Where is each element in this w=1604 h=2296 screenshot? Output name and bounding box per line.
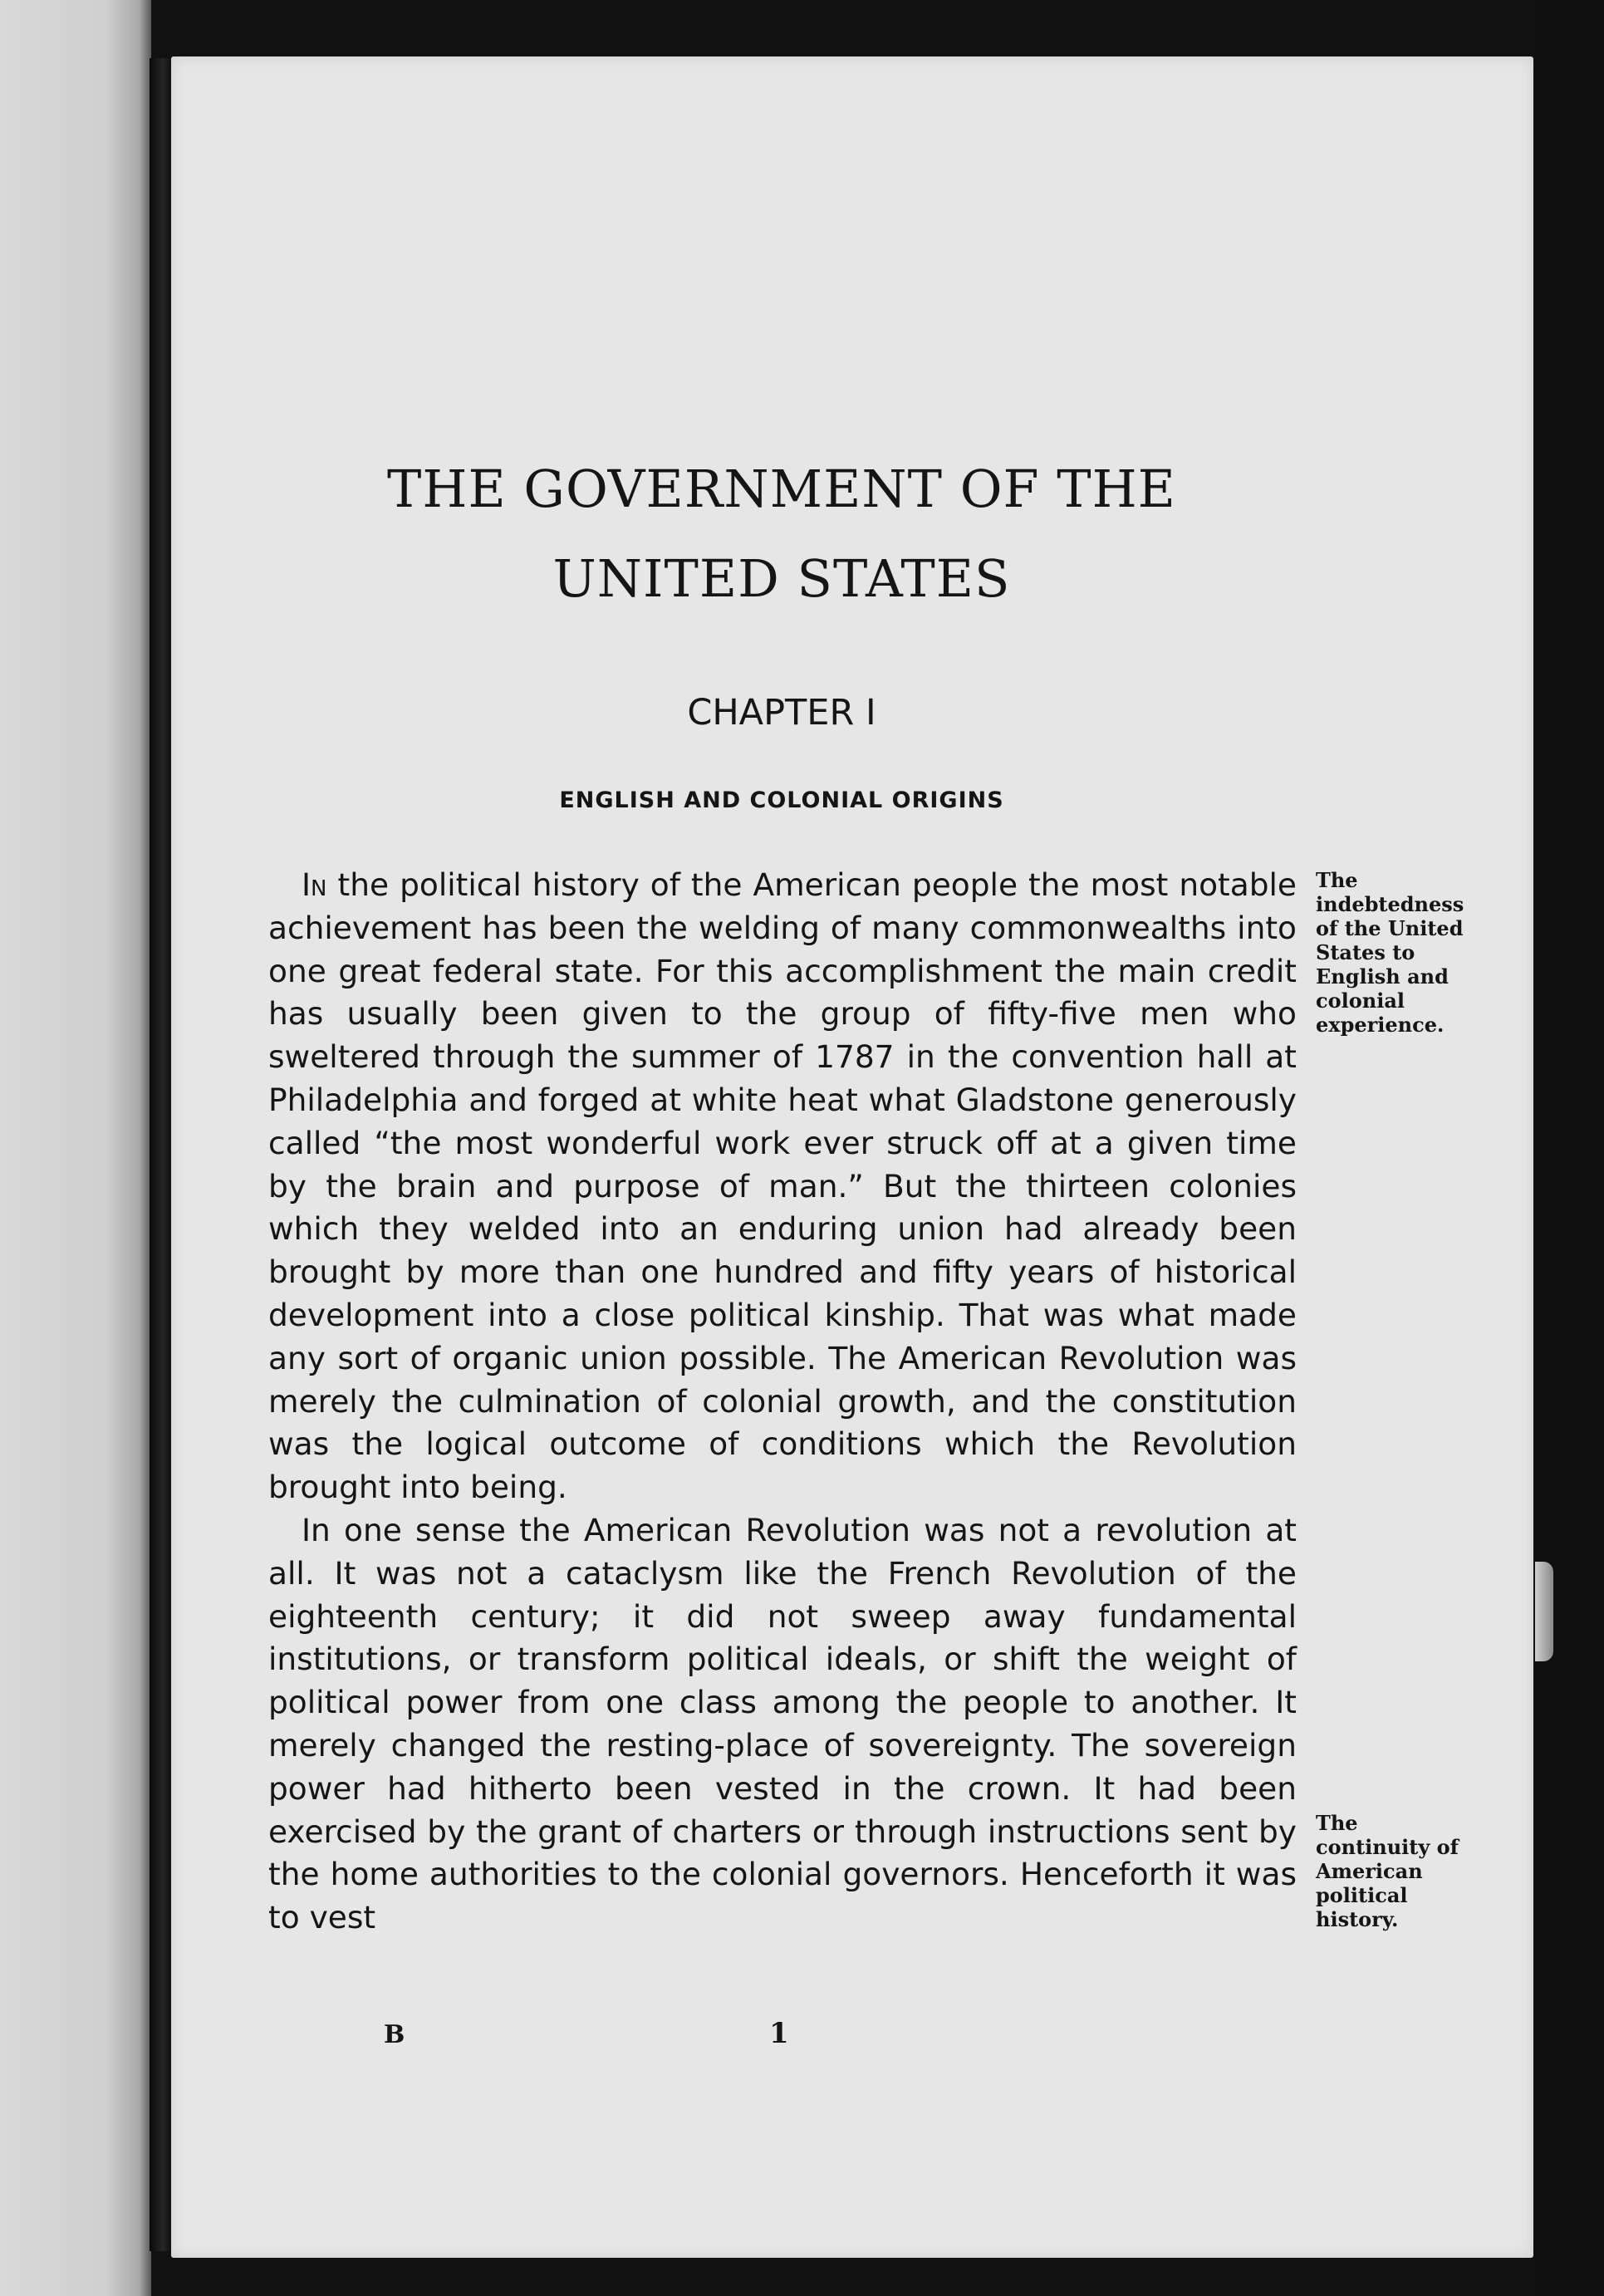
page-number: 1: [769, 2017, 789, 2050]
printer-signature-mark: B: [384, 2020, 405, 2049]
book-title-line-1: THE GOVERNMENT OF THE: [387, 459, 1176, 519]
scan-background: [1533, 0, 1604, 2296]
paragraph-2-text: In one sense the American Revolution was not a revolution at all. It was not a cataclysm like the French Revolution of the eighteenth century; it did not sweep away fundamental institutions, or transform political ideals, or shift the weight of political power from one class among the people to another. It merely changed the resting-place of sovereignty. The sovereign power had hitherto been vested in the crown. It had been exercised by the grant of charters or through instructions sent by the home authorities to the colonial governors. Henceforth it was to vest: [268, 1511, 1297, 1936]
book-title-line-2: UNITED STATES: [552, 548, 1011, 609]
margin-note-indebtedness: The indebtedness of the United States to English and colonial experience.: [1316, 868, 1464, 1037]
book-title: [171, 444, 1392, 624]
paragraph-1: [268, 864, 1297, 1509]
previous-page-edge: [0, 0, 151, 2296]
body-text: [268, 864, 1297, 1940]
page-edge-tab: [1535, 1562, 1553, 1661]
paragraph-1-text: the political history of the American people the most notable achievement has been the welding of many commonwealths into one great federal state. For this accomplishment the main credit has usually been given to the group of fifty-five men who sweltered through the summer of 1787 in the convention hall at Philadelphia and forged at white heat what Gladstone generously called “the most wonderful work ever struck off at a given time by the brain and purpose of man.” But the thirteen colonies which they welded into an enduring union had already been brought by more than one hundred and fifty years of historical development into a close political kinship. That was what made any sort of organic union possible. The American Revolution was merely the culmination of colonial growth, and the constitution was the logical outcome of conditions which the Revolution brought into being.: [268, 866, 1297, 1506]
chapter-heading: CHAPTER I: [687, 692, 876, 733]
paragraph-1-lead-word: In: [302, 866, 327, 903]
chapter-subtitle: ENGLISH AND COLONIAL ORIGINS: [559, 787, 1004, 813]
margin-note-continuity: The continuity of American political history.: [1316, 1811, 1459, 1931]
paragraph-2: [268, 1509, 1297, 1940]
